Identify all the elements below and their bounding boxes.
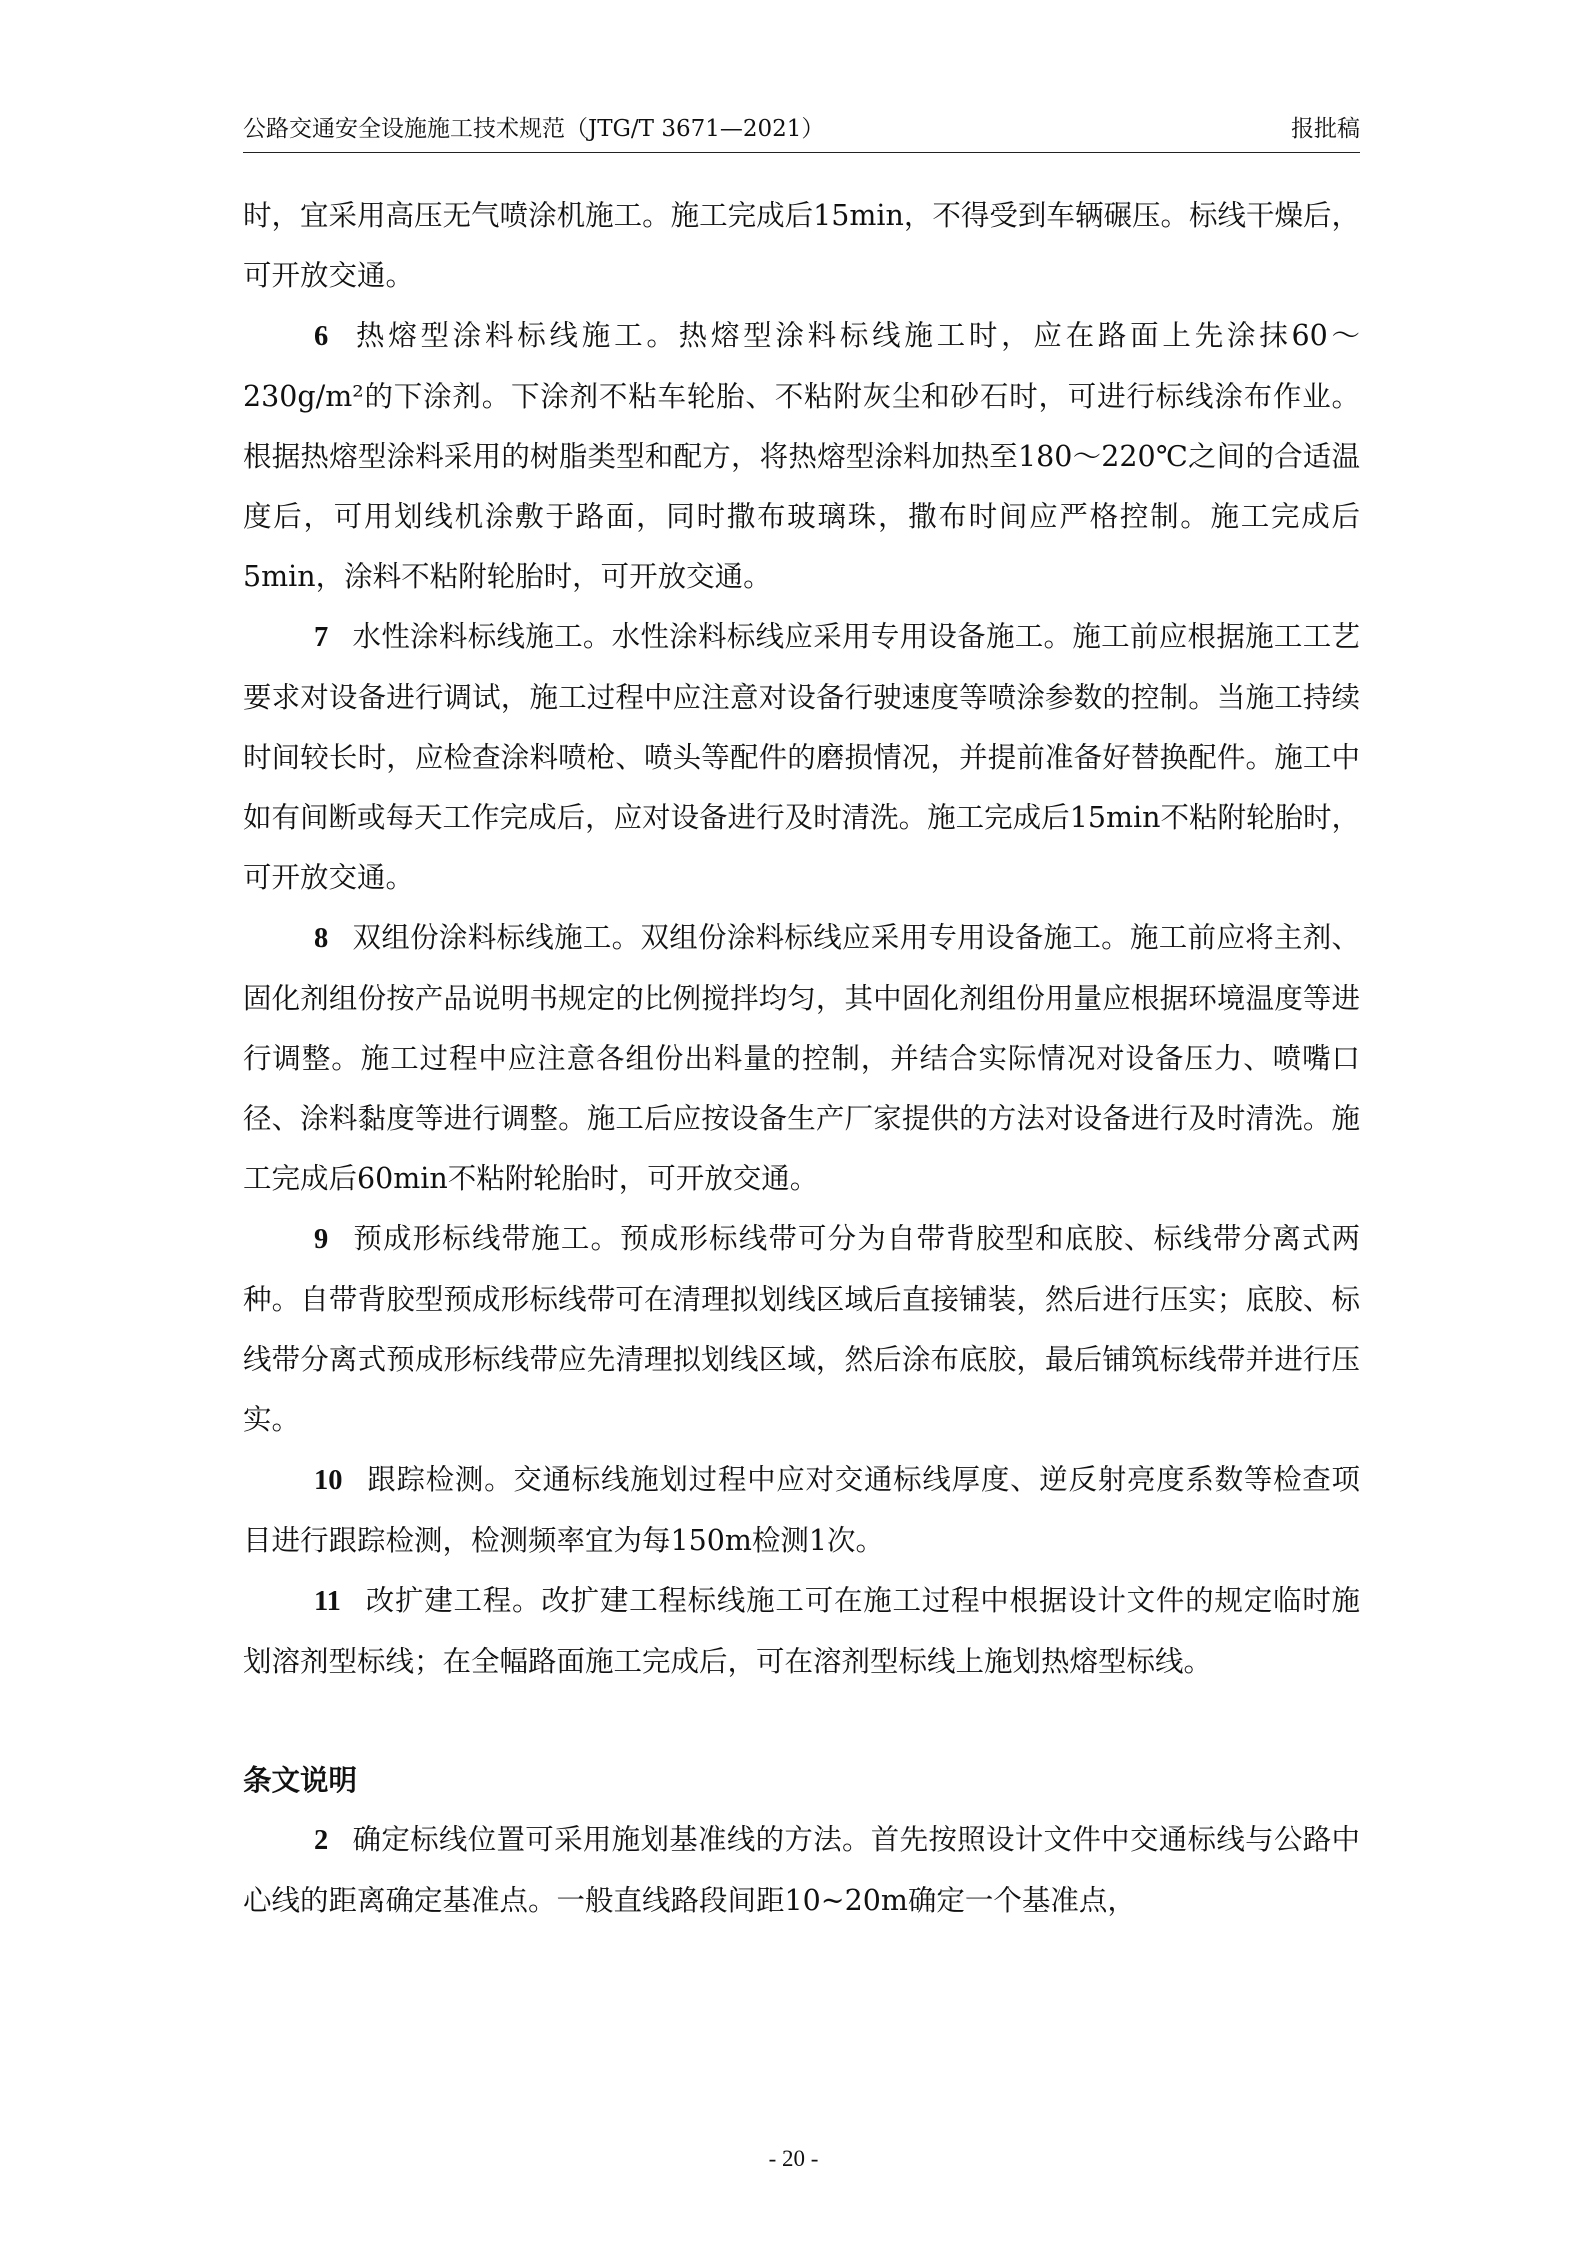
explanation-item-2	[243, 1810, 1360, 1931]
item-number: 7	[314, 622, 329, 653]
paragraph-text: 热熔型涂料标线施工。热熔型涂料标线施工时，应在路面上先涂抹60～230g/m²的下涂剂。下涂剂不粘车轮胎、不粘附灰尘和砂石时，可进行标线涂布作业。根据热熔型涂料采用的树脂类型和配方，将热熔型涂料加热至180～220℃之间的合适温度后，可用划线机涂敷于路面，同时撒布玻璃珠，撒布时间应严格控制。施工完成后5min，涂料不粘附轮胎时，可开放交通。	[243, 319, 1360, 593]
paragraph-continuation	[243, 186, 1360, 306]
paragraph-item-11	[243, 1571, 1360, 1692]
header-status: 报批稿	[1291, 116, 1360, 142]
paragraph-item-9	[243, 1209, 1360, 1450]
paragraph-text: 双组份涂料标线施工。双组份涂料标线应采用专用设备施工。施工前应将主剂、固化剂组份按产品说明书规定的比例搅拌均匀，其中固化剂组份用量应根据环境温度等进行调整。施工过程中应注意各组份出料量的控制，并结合实际情况对设备压力、喷嘴口径、涂料黏度等进行调整。施工后应按设备生产厂家提供的方法对设备进行及时清洗。施工完成后60min不粘附轮胎时，可开放交通。	[243, 921, 1360, 1195]
item-number: 6	[314, 321, 329, 352]
paragraph-text: 时，宜采用高压无气喷涂机施工。施工完成后15min，不得受到车辆碾压。标线干燥后，可开放交通。	[243, 199, 1360, 292]
paragraph-item-10	[243, 1450, 1360, 1571]
paragraph-text: 水性涂料标线施工。水性涂料标线应采用专用设备施工。施工前应根据施工工艺要求对设备进行调试，施工过程中应注意对设备行驶速度等喷涂参数的控制。当施工持续时间较长时，应检查涂料喷枪、喷头等配件的磨损情况，并提前准备好替换配件。施工中如有间断或每天工作完成后，应对设备进行及时清洗。施工完成后15min不粘附轮胎时，可开放交通。	[243, 620, 1360, 894]
header-document-title: 公路交通安全设施施工技术规范（JTG/T 3671—2021）	[243, 116, 825, 142]
paragraph-item-8	[243, 908, 1360, 1209]
item-number: 9	[314, 1224, 329, 1255]
explanation-section-title: 条文说明	[243, 1763, 358, 1797]
paragraph-text: 确定标线位置可采用施划基准线的方法。首先按照设计文件中交通标线与公路中心线的距离确定基准点。一般直线路段间距10~20m确定一个基准点，	[243, 1823, 1360, 1917]
page-number: - 20 -	[768, 2146, 819, 2171]
paragraph-item-6	[243, 306, 1360, 607]
item-number: 10	[314, 1465, 343, 1496]
item-number: 2	[314, 1825, 329, 1856]
paragraph-text: 改扩建工程。改扩建工程标线施工可在施工过程中根据设计文件的规定临时施划溶剂型标线；在全幅路面施工完成后，可在溶剂型标线上施划热熔型标线。	[243, 1584, 1360, 1678]
page-header	[243, 112, 1360, 153]
paragraph-text: 跟踪检测。交通标线施划过程中应对交通标线厚度、逆反射亮度系数等检查项目进行跟踪检测，检测频率宜为每150m检测1次。	[243, 1463, 1360, 1557]
item-number: 8	[314, 923, 329, 954]
item-number: 11	[314, 1586, 341, 1617]
paragraph-item-7	[243, 607, 1360, 908]
page-body	[243, 186, 1360, 1931]
paragraph-text: 预成形标线带施工。预成形标线带可分为自带背胶型和底胶、标线带分离式两种。自带背胶型预成形标线带可在清理拟划线区域后直接铺装，然后进行压实；底胶、标线带分离式预成形标线带应先清理拟划线区域，然后涂布底胶，最后铺筑标线带并进行压实。	[243, 1222, 1360, 1436]
